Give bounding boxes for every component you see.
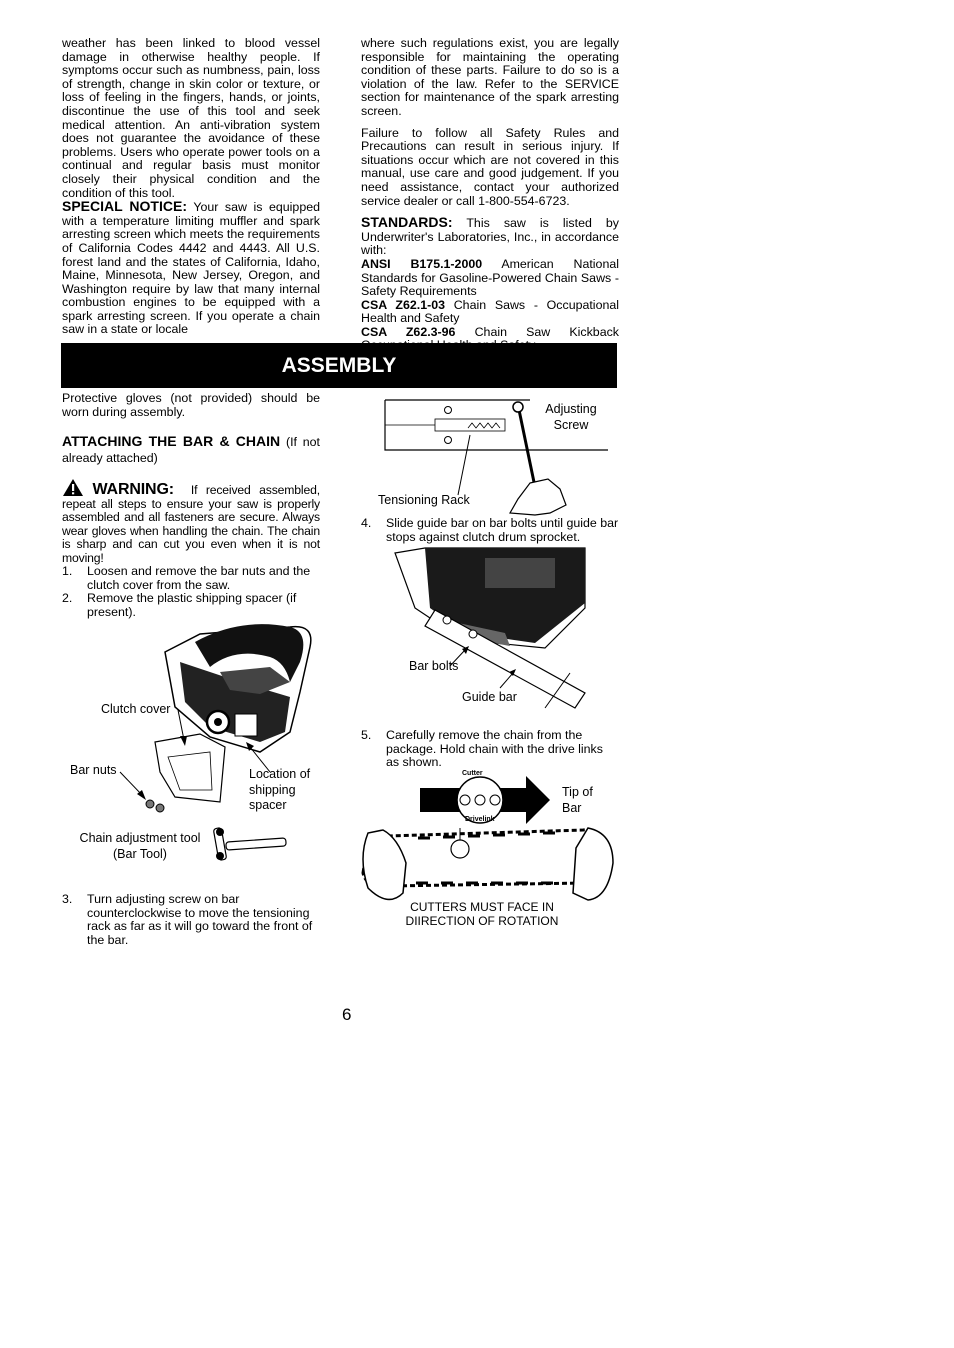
step-3-block (62, 893, 320, 947)
standard-ansi: ANSI B175.1-2000 American National Standards for Gasoline-Powered Chain Saws - Safety Requirements (361, 256, 619, 299)
bar-tool-icon (210, 828, 290, 862)
warning-paragraph (62, 478, 320, 565)
bar-bolts-label: Bar bolts (409, 659, 459, 673)
attach-subheading: (If not already attached) (62, 435, 320, 466)
bar-nuts-label: Bar nuts (70, 763, 117, 777)
gloves-note: Protective gloves (not provided) should be worn during assembly. (62, 391, 320, 419)
failure-paragraph: Failure to follow all Safety Rules and Precautions can result in serious injury. If situations occur which are not covered in this manual, use care and good judgement. If you need assistance, contact your authorized service dealer or call 1-800-554-6723. (361, 125, 619, 208)
warning-triangle-icon (62, 478, 84, 497)
step-4: 4. Slide guide bar on bar bolts until guide bar stops against clutch drum sprocket. (361, 516, 619, 544)
steps-1-2 (62, 565, 320, 619)
clutch-cover-label: Clutch cover (101, 702, 171, 716)
right-top-column (361, 37, 619, 353)
saw-guide-bar-illustration (395, 548, 590, 713)
assembly-banner (61, 343, 617, 388)
step-4-block (361, 517, 619, 544)
step-5-block (361, 729, 619, 770)
vibration-paragraph: weather has been linked to blood vessel damage in otherwise healthy people. If symptoms occur such as numbness, pain, loss of strength, change in skin color or texture, or loss of feeling in the fingers, hands, or joints, discontinue the use of this tool and seek medical attention. An anti-vibration system does not guarantee the avoidance of these problems. Users who operate power tools on a continual and regular basis must monitor closely their physical condition and the condition of this tool. (62, 36, 320, 200)
warning-heading: WARNING: (92, 481, 174, 499)
chain-caption: CUTTERS MUST FACE IN DIIRECTION OF ROTATION (405, 900, 559, 928)
guide-bar-label: Guide bar (462, 690, 517, 704)
page-number: 6 (342, 1005, 352, 1024)
standard-csa-z62-3: CSA Z62.3-96 Chain Saw Kickback (361, 324, 619, 339)
standards-paragraph (361, 216, 619, 258)
left-top-column (62, 37, 320, 337)
warning-text: If received assembled, repeat all steps to ensure your saw is properly assembled and all fasteners are secure. Always wear gloves when handling the chain. The chain is sharp and can cut you even when it is not moving! (62, 483, 320, 565)
step-5: 5. Carefully remove the chain from the package. Hold chain with the drive links as shown. (361, 728, 603, 770)
shipping-spacer-label: Location of shipping spacer (249, 767, 311, 812)
regulations-paragraph: where such regulations exist, you are legally responsible for maintaining the operating condition of these parts. Failure to do so is a violation of the law. Refer to the SERVICE section for maintenance of the spark arresting screen. (361, 36, 619, 118)
bar-tool-label: Chain adjustment tool (Bar Tool) (79, 831, 201, 861)
step-3: 3. Turn adjusting screw on bar counterclockwise to move the tensioning rack as far as it will go toward the front of the bar. (62, 892, 313, 947)
adjusting-screw-label: Adjusting Screw (545, 402, 597, 432)
attach-heading-paragraph (62, 433, 320, 466)
assembly-left-column (62, 392, 320, 620)
tip-of-bar-label: Tip of Bar (562, 785, 593, 815)
special-notice-text: Your saw is equipped with a temperature limiting muffler and spark arresting screen which meets the requirements of California Codes 4442 and 4443. All U.S. forest land and the states of California, Idaho, Maine, Minnesota, New Jersey, Oregon, and Washington require by law that many internal combustion engines to be equipped with a spark arresting screen. If you operate a chain saw in a state or locale (62, 200, 321, 337)
step-1: 1. Loosen and remove the bar nuts and the clutch cover from the saw. (62, 564, 311, 592)
standards-heading: STANDARDS: (361, 214, 453, 231)
special-notice-paragraph (62, 200, 320, 337)
special-notice-heading: SPECIAL NOTICE: (62, 198, 187, 215)
assembly-title: ASSEMBLY (281, 353, 397, 377)
tensioning-rack-label: Tensioning Rack (378, 493, 470, 507)
standards-text: This saw is listed by Underwriter's Laboratories, Inc., in accordance with: (361, 216, 619, 258)
cutter-label: Cutter (462, 770, 483, 777)
drivelink-label: Drivelink (465, 816, 495, 823)
step-2: 2. Remove the plastic shipping spacer (if present). (62, 591, 297, 619)
standard-csa-z62-1: CSA Z62.1-03 Chain Saws - Occupational Health and Safety (361, 297, 619, 326)
attach-heading: ATTACHING THE BAR & CHAIN (62, 433, 281, 450)
